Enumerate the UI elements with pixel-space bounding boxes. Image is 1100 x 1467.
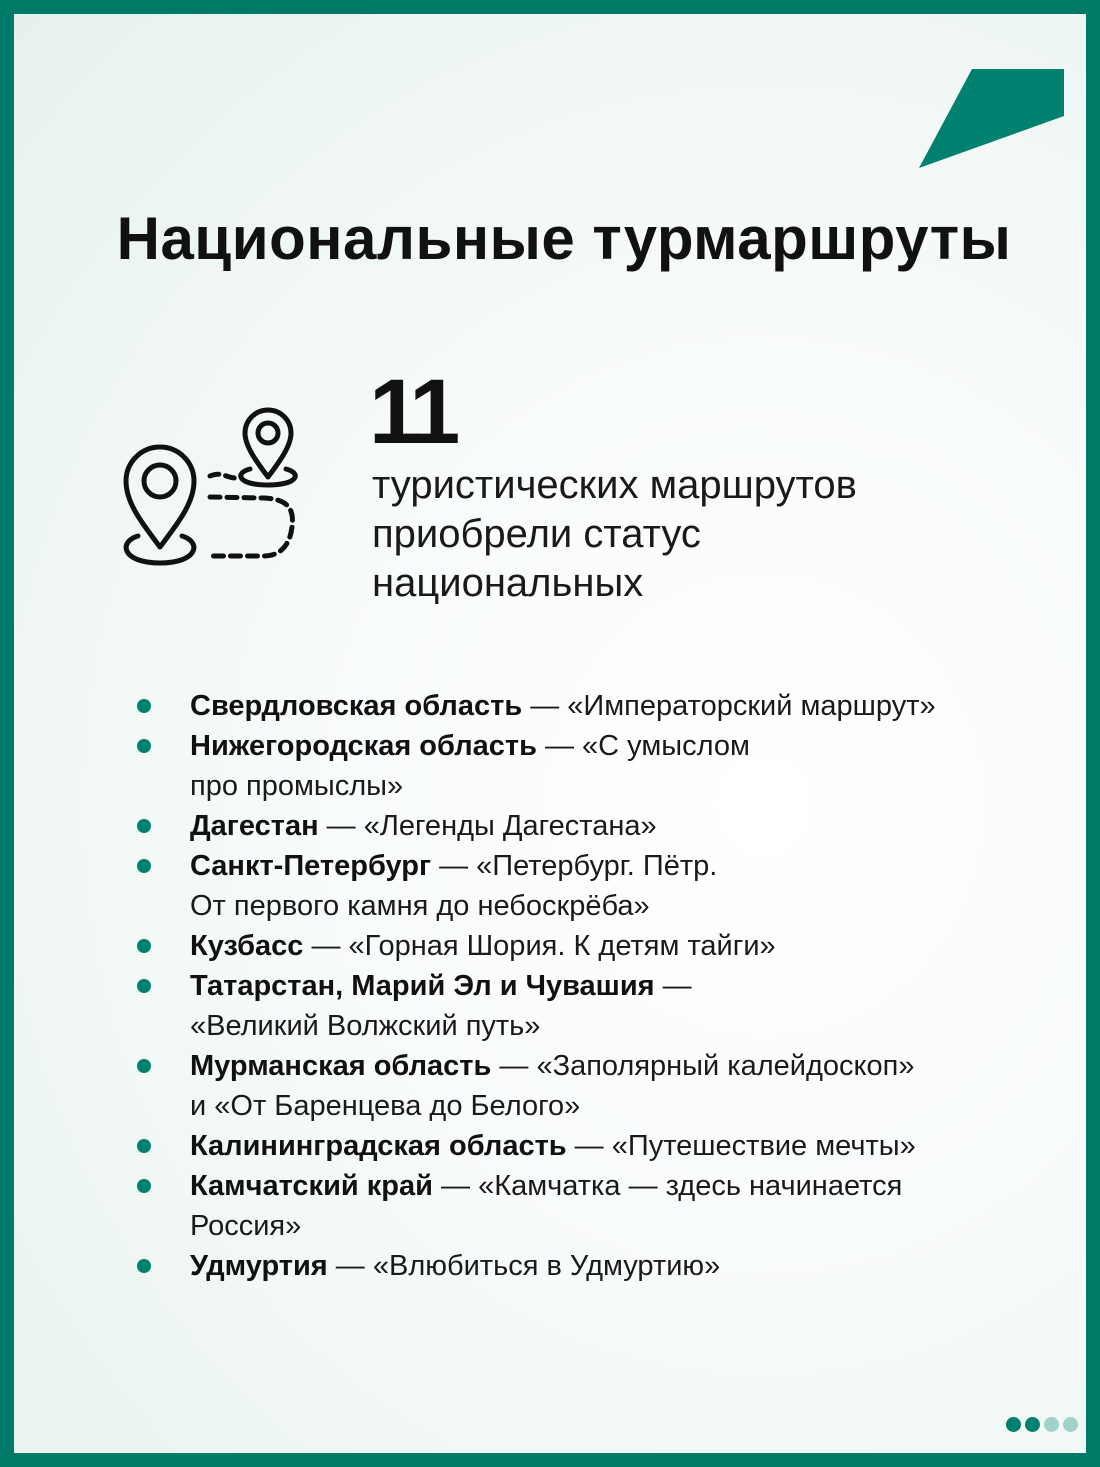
route-line xyxy=(190,846,1064,886)
pager-dot xyxy=(1006,1417,1021,1432)
route-name: — «Заполярный калейдоскоп» xyxy=(491,1050,915,1082)
route-line xyxy=(190,806,1064,846)
region-name: Камчатский край xyxy=(190,1170,433,1202)
route-name: — xyxy=(654,970,692,1002)
region-name: Кузбасс xyxy=(190,930,304,962)
list-item xyxy=(134,1166,1064,1246)
slide-pager xyxy=(1006,1417,1078,1432)
route-name: — «Горная Шория. К детям тайги» xyxy=(303,930,776,962)
route-name: — «Путешествие мечты» xyxy=(566,1130,916,1162)
list-item xyxy=(134,1046,1064,1126)
list-item xyxy=(134,966,1064,1046)
pager-dot xyxy=(1044,1417,1059,1432)
region-name: Мурманская область xyxy=(190,1050,492,1082)
route-line xyxy=(190,726,1064,766)
route-line xyxy=(190,1046,1064,1086)
route-name: — «Камчатка — здесь начинается xyxy=(432,1170,903,1202)
route-line xyxy=(190,966,1064,1006)
list-item xyxy=(134,846,1064,926)
region-name: Нижегородская область xyxy=(190,730,537,762)
region-name: Удмуртия xyxy=(190,1250,328,1282)
routes-count: 11 xyxy=(369,361,455,463)
route-line xyxy=(190,1126,1064,1166)
route-map-pin-icon xyxy=(114,399,309,584)
route-name-continued: От первого камня до небоскрёба» xyxy=(190,890,650,922)
route-name: — «Петербург. Пётр. xyxy=(431,850,718,882)
list-item xyxy=(134,806,1064,846)
route-name: — «Императорский маршрут» xyxy=(522,690,936,722)
route-name: — «Влюбиться в Удмуртию» xyxy=(327,1250,721,1282)
list-item xyxy=(134,1246,1064,1286)
route-name-continued: Россия» xyxy=(190,1210,302,1242)
routes-count-caption xyxy=(372,461,1032,608)
list-item xyxy=(134,686,1064,726)
region-name: Дагестан xyxy=(190,810,319,842)
route-line xyxy=(190,686,1064,726)
region-name: Санкт-Петербург xyxy=(190,850,432,882)
route-name: — «С умыслом xyxy=(536,730,750,762)
list-item xyxy=(134,1126,1064,1166)
route-name-continued: и «От Баренцева до Белого» xyxy=(190,1090,581,1122)
list-item xyxy=(134,926,1064,966)
region-name: Свердловская область xyxy=(190,690,523,722)
route-line xyxy=(190,1166,1064,1206)
page-title: Национальные турмаршруты xyxy=(116,205,1012,272)
region-name: Калининградская область xyxy=(190,1130,567,1162)
caption-line: приобрели статус xyxy=(372,512,701,556)
route-name-continued: про промыслы» xyxy=(190,770,404,802)
route-name-continued: «Великий Волжский путь» xyxy=(190,1010,541,1042)
list-item xyxy=(134,726,1064,806)
region-name: Татарстан, Марий Эл и Чувашия xyxy=(190,970,655,1002)
route-name: — «Легенды Дагестана» xyxy=(318,810,657,842)
route-line xyxy=(190,926,1064,966)
routes-list xyxy=(134,686,1064,1286)
caption-line: национальных xyxy=(372,561,644,605)
caption-line: туристических маршрутов xyxy=(372,463,857,507)
pager-dot xyxy=(1063,1417,1078,1432)
pager-dot xyxy=(1025,1417,1040,1432)
route-line xyxy=(190,1246,1064,1286)
